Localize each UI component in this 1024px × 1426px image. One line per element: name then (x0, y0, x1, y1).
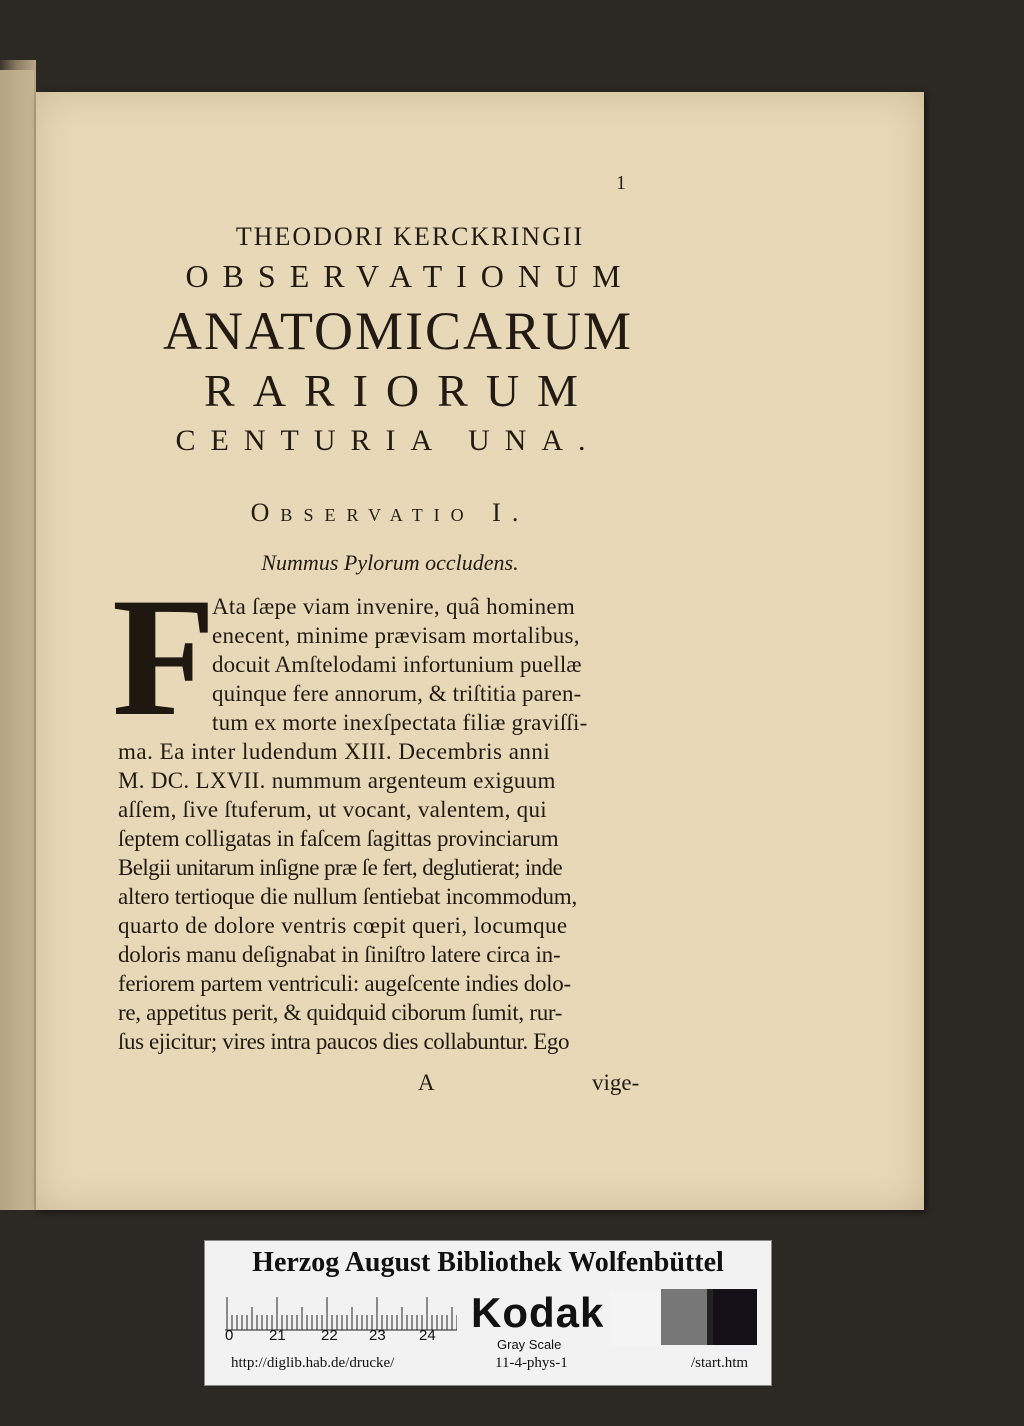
body-line: quarto de dolore ventris cœpit queri, locumque (118, 913, 568, 938)
body-line: feriorem partem ventriculi: augeſcente indies dolo- (118, 971, 571, 996)
title-anatomicarum: ANATOMICARUM (162, 301, 634, 361)
catchword: vige- (592, 1070, 640, 1095)
ruler-labels (225, 1327, 465, 1345)
body-line: quinque fere annorum, & triſtitia paren- (212, 681, 582, 706)
body-line: tum ex morte inexſpectata filiæ graviſſi- (212, 710, 588, 735)
ruler-label: 23 (369, 1327, 386, 1344)
drop-cap: F (112, 563, 216, 751)
title-rariorum: RARIORUM (204, 365, 596, 416)
scale-ruler (225, 1293, 457, 1331)
body-line: ma. Ea inter ludendum XIII. Decembris anni (118, 739, 551, 764)
url-base: http://diglib.hab.de/drucke/ (231, 1355, 395, 1371)
url-shelfmark: 11-4-phys-1 (495, 1355, 568, 1371)
previous-page-edge (0, 70, 34, 1210)
url-start: /start.htm (691, 1355, 749, 1371)
body-line: altero tertioque die nullum ſentiebat incommodum, (118, 884, 578, 909)
gray-scale-label: Gray Scale (497, 1337, 562, 1352)
body-line: enecent, minime prævisam mortalibus, (212, 623, 580, 648)
kodak-logo: Kodak (471, 1289, 605, 1336)
observation-subtitle: Nummus Pylorum occludens. (261, 550, 519, 575)
body-line: M. DC. LXVII. nummum argenteum exiguum (118, 768, 556, 793)
body-line: Belgii unitarum inſigne præ ſe fert, deglutierat; inde (118, 855, 563, 880)
gray-swatch-black (713, 1289, 757, 1345)
page-number: 1 (616, 172, 626, 194)
body-line: docuit Amſtelodami infortunium puellæ (212, 652, 582, 677)
ruler-label: 22 (321, 1327, 338, 1344)
body-line: re, appetitus perit, & quidquid ciborum ſumit, rur- (118, 1000, 563, 1025)
body-line: ſeptem colligatas in faſcem ſagittas provinciarum (118, 826, 559, 851)
gray-swatch-white (609, 1289, 659, 1345)
title-observationum: OBSERVATIONUM (185, 258, 635, 294)
signature-mark: A (418, 1070, 435, 1095)
body-line: doloris manu deſignabat in ſiniſtro latere circa in- (118, 942, 561, 967)
body-line: Ata ſæpe viam invenire, quâ hominem (212, 594, 576, 619)
ruler-label: 21 (269, 1327, 286, 1344)
body-line: aſſem, ſive ſtuferum, ut vocant, valentem, qui (118, 797, 547, 822)
body-line: ſus ejicitur; vires intra paucos dies collabuntur. Ego (118, 1029, 570, 1054)
ruler-label: 24 (419, 1327, 436, 1344)
title-centuria: CENTURIA UNA. (175, 424, 601, 457)
library-color-card (204, 1240, 772, 1386)
title-author: THEODORI KERCKRINGII (235, 222, 585, 251)
ruler-label: 0 (225, 1327, 234, 1344)
observation-heading: Observatio I. (250, 498, 530, 527)
library-name: Herzog August Bibliothek Wolfenbüttel (252, 1247, 724, 1278)
gray-swatch-mid (661, 1289, 707, 1345)
